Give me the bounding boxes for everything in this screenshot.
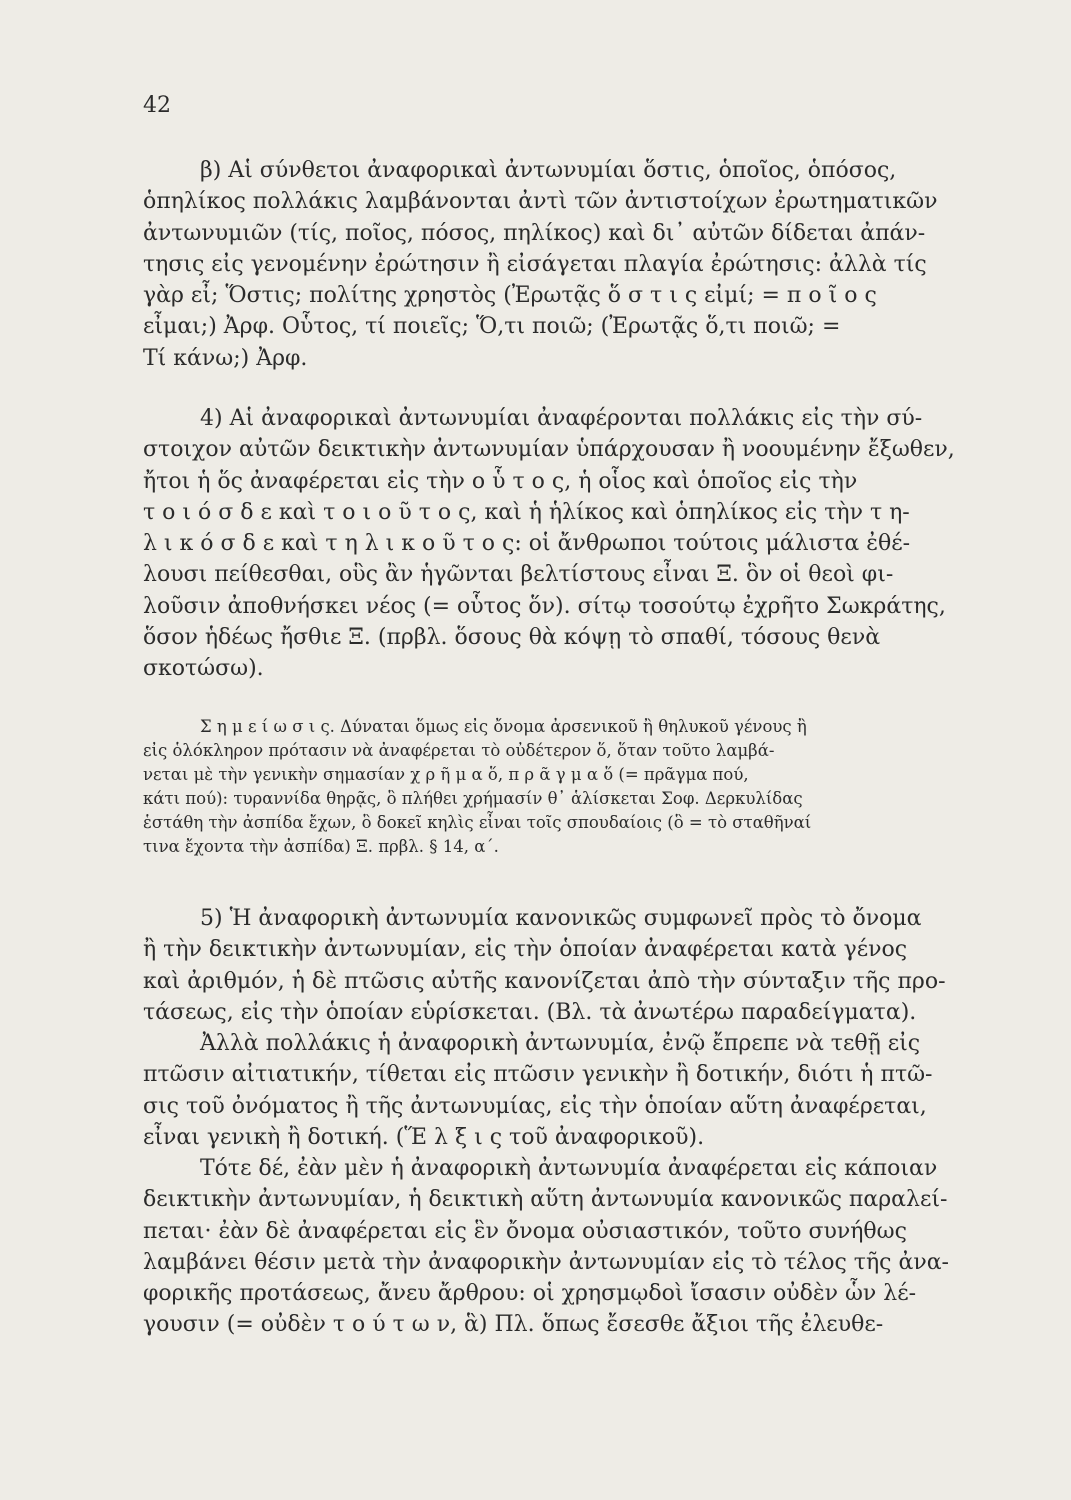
text-line: ὁπηλίκος πολλάκις λαμβάνονται ἀντὶ τῶν ἀντιστοίχων ἐρωτηματικῶν: [143, 189, 938, 215]
text-line: σις τοῦ ὀνόματος ἢ τῆς ἀντωνυμίας, εἰς τὴν ὁποίαν αὕτη ἀναφέρεται,: [143, 1093, 927, 1119]
paragraph-alla: [143, 1028, 978, 1153]
note-paragraph: [143, 715, 978, 859]
text-line: γουσιν (= οὐδὲν τ ο ύ τ ω ν, ἃ) Πλ. ὅπως ἔσεσθε ἄξιοι τῆς ἐλευθε-: [143, 1312, 884, 1338]
note-line: εἰς ὁλόκληρον πρότασιν νὰ ἀναφέρεται τὸ οὐδέτερον ὅ, ὅταν τοῦτο λαμβά-: [143, 741, 775, 760]
text-line: λ ι κ ό σ δ ε καὶ τ η λ ι κ ο ῦ τ ο ς: οἱ ἄνθρωποι τούτοις μάλιστα ἐθέ-: [143, 531, 911, 557]
text-line: Τί κάνω;) Ἀρφ.: [143, 345, 308, 371]
paragraph-b: [143, 155, 978, 374]
text-line: λοῦσιν ἀποθνήσκει νέος (= οὗτος ὅν). σίτῳ τοσούτῳ ἐχρῆτο Σωκράτης,: [143, 593, 946, 619]
note-line: κάτι πού): τυραννίδα θηρᾷς, ὃ πλήθει χρήμασίν θ᾿ ἁλίσκεται Σοφ. Δερκυλίδας: [143, 789, 803, 808]
text-line: πτῶσιν αἰτιατικήν, τίθεται εἰς πτῶσιν γενικὴν ἢ δοτικήν, διότι ἡ πτῶ-: [143, 1062, 933, 1088]
text-line: γὰρ εἶ; Ὅστις; πολίτης χρηστὸς (Ἐρωτᾷς ὅ σ τ ι ς εἰμί; = π ο ῖ ο ς: [143, 283, 877, 309]
text-line: 4) Αἱ ἀναφορικαὶ ἀντωνυμίαι ἀναφέρονται πολλάκις εἰς τὴν σύ-: [200, 406, 923, 431]
text-line: πεται· ἐὰν δὲ ἀναφέρεται εἰς ἓν ὄνομα οὐσιαστικόν, τοῦτο συνήθως: [143, 1218, 907, 1244]
paragraph-tote: [143, 1153, 978, 1341]
text-line: στοιχον αὐτῶν δεικτικὴν ἀντωνυμίαν ὑπάρχουσαν ἢ νοουμένην ἔξωθεν,: [143, 437, 955, 463]
text-line: ἤτοι ἡ ὅς ἀναφέρεται εἰς τὴν ο ὗ τ ο ς, ἡ οἷος καὶ ὁποῖος εἰς τὴν: [143, 468, 858, 494]
text-line: τάσεως, εἰς τὴν ὁποίαν εὑρίσκεται. (Βλ. τὰ ἀνωτέρω παραδείγματα).: [143, 999, 917, 1025]
text-line: ὅσον ἡδέως ἤσθιε Ξ. (πρβλ. ὅσους θὰ κόψῃ τὸ σπαθί, τόσους θενὰ: [143, 625, 881, 651]
text-line: λαμβάνει θέσιν μετὰ τὴν ἀναφορικὴν ἀντωνυμίαν εἰς τὸ τέλος τῆς ἀνα-: [143, 1249, 949, 1275]
text-line: Τότε δέ, ἐὰν μὲν ἡ ἀναφορικὴ ἀντωνυμία ἀναφέρεται εἰς κάποιαν: [200, 1156, 938, 1181]
text-line: ἢ τὴν δεικτικὴν ἀντωνυμίαν, εἰς τὴν ὁποίαν ἀναφέρεται κατὰ γένος: [143, 937, 908, 963]
text-line: τ ο ι ό σ δ ε καὶ τ ο ι ο ῦ τ ο ς, καὶ ἡ ἡλίκος καὶ ὁπηλίκος εἰς τὴν τ η-: [143, 499, 910, 525]
note-line: Σ η μ ε ί ω σ ι ς. Δύναται ὅμως εἰς ὄνομα ἀρσενικοῦ ἢ θηλυκοῦ γένους ἢ: [200, 717, 807, 736]
note-line: νεται μὲ τὴν γενικὴν σημασίαν χ ρ ῆ μ α ὅ, π ρ ᾶ γ μ α ὅ (= πρᾶγμα πού,: [143, 765, 749, 784]
text-line: β) Αἱ σύνθετοι ἀναφορικαὶ ἀντωνυμίαι ὅστις, ὁποῖος, ὁπόσος,: [200, 158, 897, 183]
page-number: 42: [143, 93, 171, 118]
text-line: σκοτώσω).: [143, 656, 264, 682]
text-line: καὶ ἀριθμόν, ἡ δὲ πτῶσις αὐτῆς κανονίζεται ἀπὸ τὴν σύνταξιν τῆς προ-: [143, 968, 946, 994]
paragraph-5: [143, 903, 978, 1028]
text-line: 5) Ἡ ἀναφορικὴ ἀντωνυμία κανονικῶς συμφωνεῖ πρὸς τὸ ὄνομα: [200, 906, 922, 931]
paragraph-4: [143, 403, 978, 685]
text-line: τησις εἰς γενομένην ἐρώτησιν ἢ εἰσάγεται πλαγία ἐρώτησις: ἀλλὰ τίς: [143, 251, 927, 277]
text-line: Ἀλλὰ πολλάκις ἡ ἀναφορικὴ ἀντωνυμία, ἐνῷ ἔπρεπε νὰ τεθῇ εἰς: [200, 1031, 921, 1056]
text-line: εἶναι γενικὴ ἢ δοτική. (Ἕ λ ξ ι ς τοῦ ἀναφορικοῦ).: [143, 1124, 705, 1150]
text-line: εἶμαι;) Ἀρφ. Οὗτος, τί ποιεῖς; Ὅ,τι ποιῶ; (Ἐρωτᾷς ὅ,τι ποιῶ; =: [143, 314, 841, 340]
note-line: τινα ἔχοντα τὴν ἀσπίδα) Ξ. πρβλ. § 14, α΄.: [143, 837, 499, 856]
text-line: δεικτικὴν ἀντωνυμίαν, ἡ δεικτικὴ αὕτη ἀντωνυμία κανονικῶς παραλεί-: [143, 1187, 948, 1213]
text-line: φορικῆς προτάσεως, ἄνευ ἄρθρου: οἱ χρησμῳδοὶ ἴσασιν οὐδὲν ὧν λέ-: [143, 1281, 917, 1307]
note-line: ἑστάθη τὴν ἀσπίδα ἔχων, ὃ δοκεῖ κηλὶς εἶναι τοῖς σπουδαίοις (ὃ = τὸ σταθῆναί: [143, 813, 812, 832]
text-line: λουσι πείθεσθαι, οὓς ἂν ἡγῶνται βελτίστους εἶναι Ξ. ὃν οἱ θεοὶ φι-: [143, 562, 894, 588]
text-line: ἀντωνυμιῶν (τίς, ποῖος, πόσος, πηλίκος) καὶ δι᾿ αὐτῶν δίδεται ἀπάν-: [143, 220, 926, 246]
